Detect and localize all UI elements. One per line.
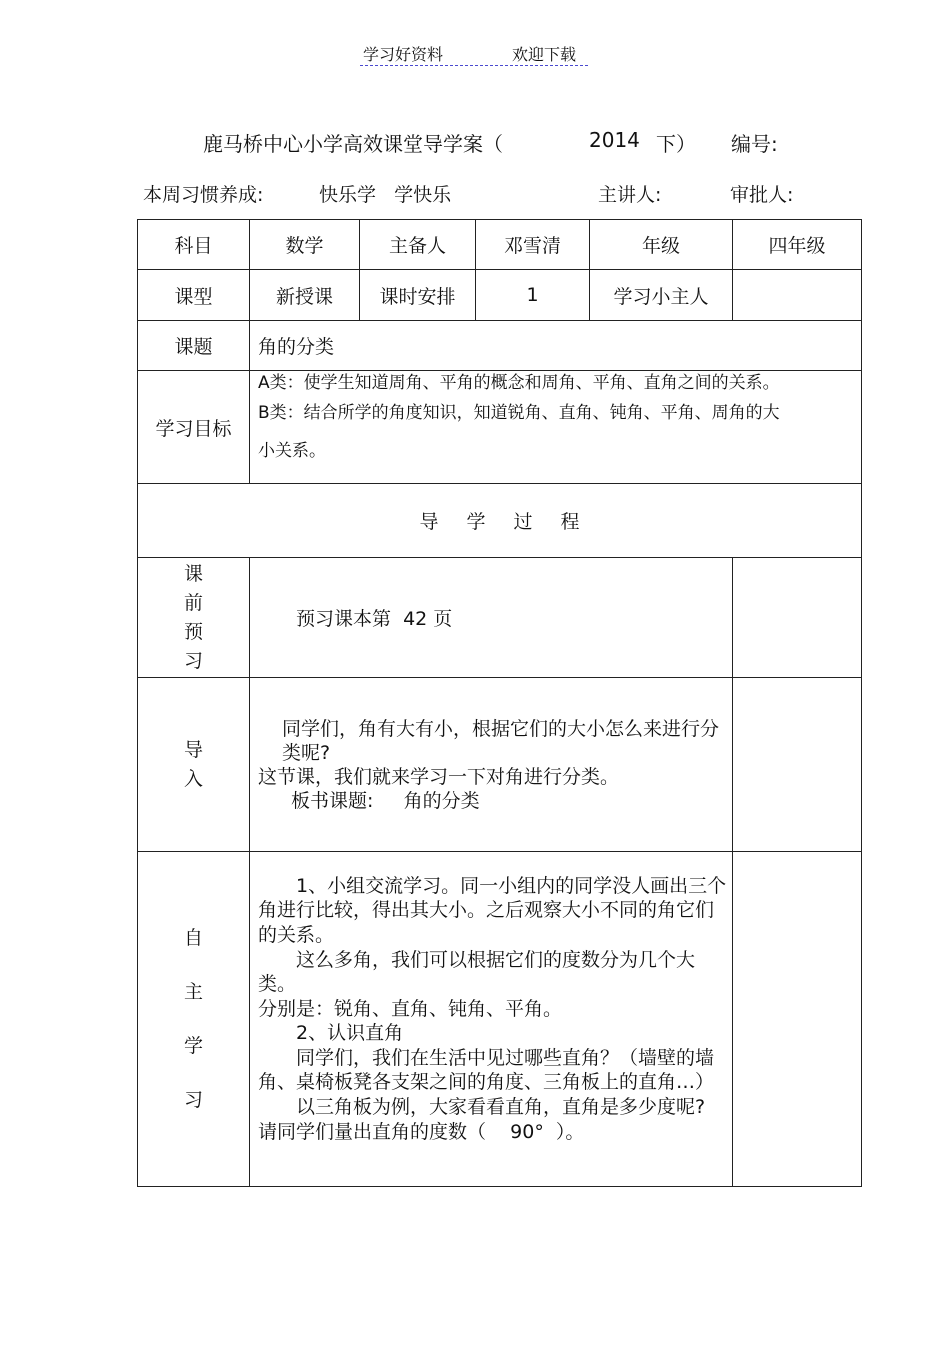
header-right-text: 欢迎下载 (512, 45, 577, 64)
self-study-label-char: 习 (183, 1089, 203, 1111)
self-study-line: 同学们，我们在生活中见过哪些直角？（墙壁的墙 (296, 1046, 715, 1069)
goal-a-text: A类：使学生知道周角、平角的概念和周角、平角、直角之间的关系。 (258, 373, 780, 393)
self-study-label (138, 852, 250, 1187)
preparer-value: 邓雪清 (476, 220, 590, 270)
document-year: 2014 (589, 128, 640, 152)
intro-line-1: 同学们，角有大有小，根据它们的大小怎么来进行分类呢? (282, 717, 720, 764)
lesson-plan-table (137, 219, 862, 1187)
approver-label: 审批人: (730, 184, 794, 206)
process-heading (138, 484, 862, 558)
process-char-4: 程 (560, 511, 580, 533)
self-study-line: 分别是：锐角、直角、钝角、平角。 (258, 997, 563, 1020)
intro-content (250, 678, 733, 852)
table-row-goals (138, 371, 862, 484)
table-row-self-study (138, 852, 862, 1187)
self-study-content (250, 852, 733, 1187)
goal-b-text-line2: 小关系。 (258, 441, 326, 461)
self-study-line: 以三角板为例，大家看看直角，直角是多少度呢? (296, 1096, 706, 1119)
document-title: 鹿马桥中心小学高效课堂导学案（ (203, 132, 503, 156)
table-row-basic-info (138, 220, 862, 270)
table-row-topic (138, 321, 862, 371)
process-char-3: 过 (513, 511, 533, 533)
preview-label-char: 前 (183, 591, 203, 614)
process-char-1: 导 (419, 511, 439, 533)
self-study-line: 角、桌椅板凳各支架之间的角度、三角板上的直角…） (258, 1071, 715, 1094)
table-row-preview (138, 558, 862, 678)
preview-label-char: 预 (183, 620, 203, 643)
page-header (0, 42, 950, 66)
document-number-label: 编号: (731, 132, 778, 156)
self-study-label-char: 主 (183, 981, 203, 1003)
goals-label: 学习目标 (138, 371, 250, 484)
table-row-intro (138, 678, 862, 852)
table-row-lesson-type (138, 270, 862, 321)
self-study-line: 这么多角，我们可以根据它们的度数分为几个大类。 (258, 948, 696, 996)
preview-label-char: 习 (183, 649, 203, 672)
intro-label-char: 入 (183, 767, 203, 790)
topic-value: 角的分类 (250, 321, 862, 371)
intro-label-char: 导 (183, 738, 203, 761)
header-left-text: 学习好资料 (363, 45, 444, 64)
table-row-process-heading (138, 484, 862, 558)
class-hours-label: 课时安排 (360, 270, 476, 321)
class-hours-value: 1 (476, 270, 590, 321)
preview-notes (733, 558, 862, 678)
intro-notes (733, 678, 862, 852)
subject-label: 科目 (138, 220, 250, 270)
self-study-line: 1、小组交流学习。同一小组内的同学没人画出三个 (296, 874, 727, 897)
self-study-line: 角进行比较，得出其大小。之后观察大小不同的角它们 (258, 899, 715, 922)
preparer-label: 主备人 (360, 220, 476, 270)
header-underline (360, 65, 588, 66)
intro-line-3: 板书课题: 角的分类 (291, 789, 480, 812)
self-study-line: 2、认识直角 (296, 1022, 404, 1045)
intro-label (138, 678, 250, 852)
study-host-value (733, 270, 862, 321)
self-study-label-char: 自 (183, 927, 203, 949)
self-study-notes (733, 852, 862, 1187)
lesson-type-label: 课型 (138, 270, 250, 321)
lesson-type-value: 新授课 (250, 270, 360, 321)
habit-label: 本周习惯养成: (143, 184, 264, 206)
self-study-line: 请同学们量出直角的度数（ 90° ）。 (258, 1120, 585, 1143)
habit-value: 快乐学 学快乐 (319, 184, 452, 206)
study-host-label: 学习小主人 (590, 270, 733, 321)
grade-label: 年级 (590, 220, 733, 270)
topic-label: 课题 (138, 321, 250, 371)
preview-label (138, 558, 250, 678)
goals-content (250, 371, 862, 484)
preview-text: 预习课本第 42 页 (250, 558, 733, 678)
process-char-2: 学 (466, 511, 486, 533)
intro-line-2: 这节课，我们就来学习一下对角进行分类。 (258, 765, 620, 788)
self-study-label-char: 学 (183, 1035, 203, 1057)
preview-label-char: 课 (183, 562, 203, 585)
grade-value: 四年级 (733, 220, 862, 270)
document-term: 下） (656, 132, 696, 156)
goal-b-text-line1: B类：结合所学的角度知识，知道锐角、直角、钝角、平角、周角的大 (258, 403, 780, 423)
lecturer-label: 主讲人: (598, 184, 662, 206)
self-study-line: 的关系。 (258, 923, 335, 946)
subject-value: 数学 (250, 220, 360, 270)
